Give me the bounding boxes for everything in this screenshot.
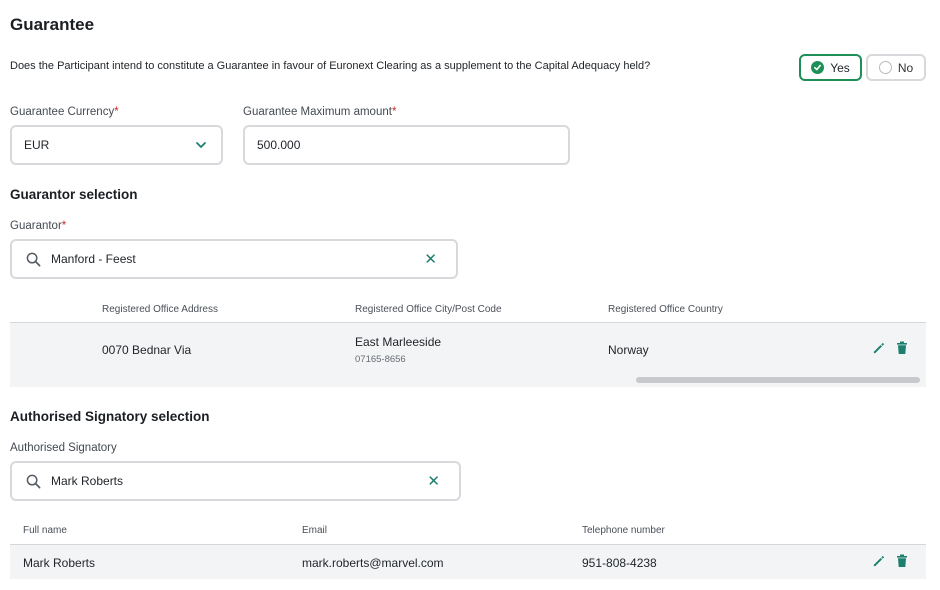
- check-circle-icon: [811, 61, 824, 74]
- no-label: No: [897, 60, 914, 75]
- table-header-country: Registered Office Country: [608, 304, 723, 315]
- search-icon: [26, 252, 41, 267]
- radio-empty-icon: [879, 61, 892, 74]
- row-phone: 951-808-4238: [582, 556, 657, 570]
- signatory-search-value: Mark Roberts: [51, 474, 124, 488]
- no-option-button[interactable]: [866, 54, 926, 81]
- signatory-search-input[interactable]: [10, 461, 461, 501]
- row-country: Norway: [608, 343, 649, 357]
- delete-icon[interactable]: [896, 554, 908, 573]
- max-amount-label: Guarantee Maximum amount*: [243, 106, 397, 118]
- table-header-email: Email: [302, 525, 328, 536]
- max-amount-value: 500.000: [257, 138, 301, 152]
- edit-icon[interactable]: [872, 342, 885, 360]
- table-header-address: Registered Office Address: [102, 304, 218, 315]
- currency-label: Guarantee Currency*: [10, 106, 119, 118]
- delete-icon[interactable]: [896, 341, 908, 360]
- edit-icon[interactable]: [872, 555, 885, 573]
- clear-icon[interactable]: ✕: [427, 473, 440, 490]
- table-header-phone: Telephone number: [582, 525, 665, 536]
- currency-select[interactable]: [10, 125, 223, 165]
- row-city: East Marleeside: [355, 335, 442, 349]
- row-address: 0070 Bednar Via: [102, 343, 192, 357]
- row-email: mark.roberts@marvel.com: [302, 556, 444, 570]
- table-header-full-name: Full name: [23, 525, 67, 536]
- horizontal-scrollbar[interactable]: [636, 377, 920, 383]
- guarantor-search-value: Manford - Feest: [51, 252, 136, 266]
- table-header-city: Registered Office City/Post Code: [355, 304, 502, 315]
- guarantor-section-title: Guarantor selection: [10, 187, 138, 202]
- guarantor-search-input[interactable]: [10, 239, 458, 279]
- page-title: Guarantee: [10, 15, 95, 34]
- row-full-name: Mark Roberts: [23, 556, 96, 570]
- row-postcode: 07165-8656: [355, 354, 406, 365]
- signatory-section-title: Authorised Signatory selection: [10, 409, 210, 424]
- guarantee-question: Does the Participant intend to constitute a Guarantee in favour of Euronext Clearing as a supplement to the Capital Adequacy held?: [10, 60, 651, 72]
- yes-option-button[interactable]: [799, 54, 862, 81]
- search-icon: [26, 474, 41, 489]
- clear-icon[interactable]: ✕: [424, 251, 437, 268]
- yes-label: Yes: [830, 60, 850, 75]
- chevron-down-icon: [195, 139, 207, 154]
- signatory-table-row: [10, 545, 926, 579]
- currency-value: EUR: [24, 138, 50, 152]
- signatory-label: Authorised Signatory: [10, 442, 117, 454]
- guarantor-label: Guarantor*: [10, 220, 67, 232]
- max-amount-input[interactable]: [243, 125, 570, 165]
